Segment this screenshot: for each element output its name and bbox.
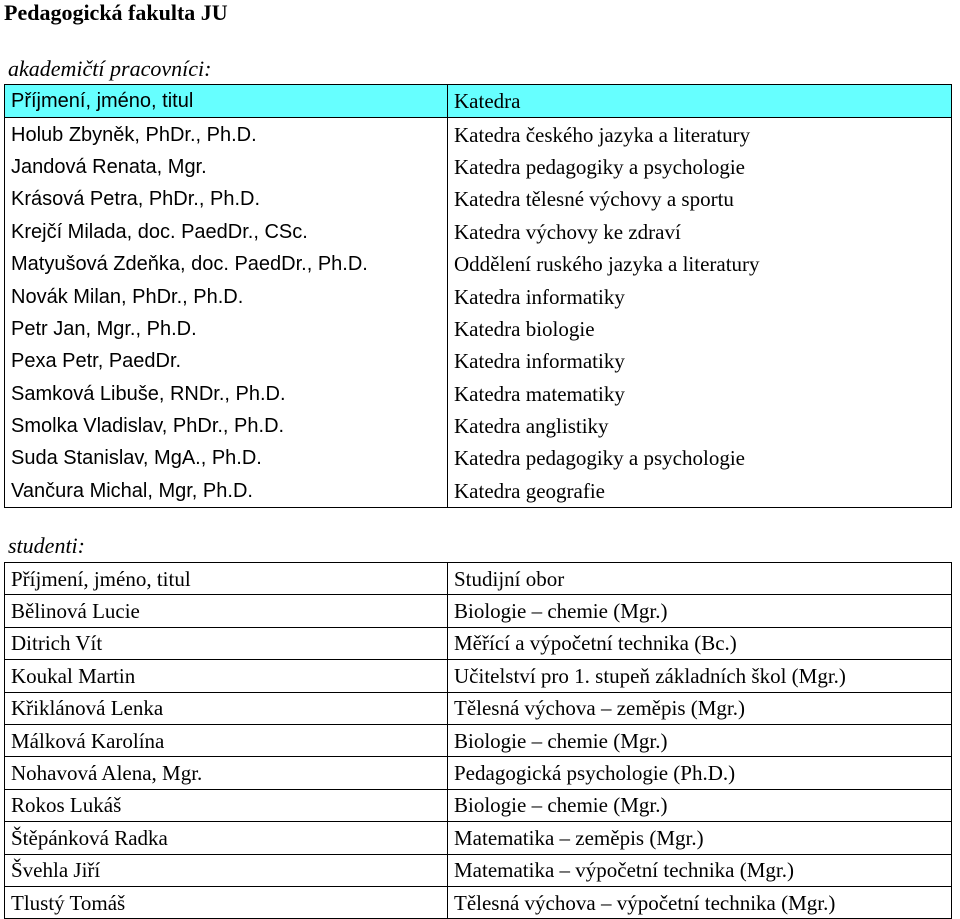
- table-row: [5, 248, 952, 280]
- student-name-cell: Švehla Jiří: [5, 854, 448, 886]
- staff-department-cell: Katedra informatiky: [448, 345, 952, 377]
- students-header-name: Příjmení, jméno, titul: [5, 563, 448, 595]
- staff-department-cell: Oddělení ruského jazyka a literatury: [448, 248, 952, 280]
- staff-department-cell: Katedra pedagogiky a psychologie: [448, 442, 952, 474]
- staff-name-cell: Petr Jan, Mgr., Ph.D.: [5, 313, 448, 345]
- table-row: [5, 216, 952, 248]
- student-program-cell: Biologie – chemie (Mgr.): [448, 724, 952, 756]
- staff-department-cell: Katedra pedagogiky a psychologie: [448, 151, 952, 183]
- table-row: [5, 757, 952, 789]
- staff-name-cell: Krásová Petra, PhDr., Ph.D.: [5, 183, 448, 215]
- staff-name-cell: Jandová Renata, Mgr.: [5, 151, 448, 183]
- staff-department-cell: Katedra informatiky: [448, 280, 952, 312]
- table-row: [5, 660, 952, 692]
- student-program-cell: Učitelství pro 1. stupeň základních škol (Mgr.): [448, 660, 952, 692]
- table-row: [5, 378, 952, 410]
- table-row: [5, 442, 952, 474]
- student-program-cell: Měřící a výpočetní technika (Bc.): [448, 627, 952, 659]
- students-table-header: [5, 563, 952, 595]
- staff-department-cell: Katedra anglistiky: [448, 410, 952, 442]
- staff-name-cell: Holub Zbyněk, PhDr., Ph.D.: [5, 118, 448, 151]
- table-row: [5, 410, 952, 442]
- staff-department-cell: Katedra českého jazyka a literatury: [448, 118, 952, 151]
- student-program-cell: Tělesná výchova – zeměpis (Mgr.): [448, 692, 952, 724]
- student-name-cell: Málková Karolína: [5, 724, 448, 756]
- staff-name-cell: Matyušová Zdeňka, doc. PaedDr., Ph.D.: [5, 248, 448, 280]
- student-name-cell: Křiklánová Lenka: [5, 692, 448, 724]
- table-row: [5, 345, 952, 377]
- staff-name-cell: Samková Libuše, RNDr., Ph.D.: [5, 378, 448, 410]
- student-name-cell: Rokos Lukáš: [5, 789, 448, 821]
- staff-department-cell: Katedra tělesné výchovy a sportu: [448, 183, 952, 215]
- table-row: [5, 886, 952, 918]
- page-title: Pedagogická fakulta JU: [4, 0, 228, 25]
- table-row: [5, 475, 952, 508]
- table-row: [5, 789, 952, 821]
- table-row: [5, 183, 952, 215]
- table-row: [5, 151, 952, 183]
- student-name-cell: Štěpánková Radka: [5, 822, 448, 854]
- table-row: [5, 280, 952, 312]
- staff-department-cell: Katedra geografie: [448, 475, 952, 508]
- staff-header-name: Příjmení, jméno, titul: [5, 85, 448, 118]
- table-row: [5, 313, 952, 345]
- student-program-cell: Pedagogická psychologie (Ph.D.): [448, 757, 952, 789]
- table-row: [5, 627, 952, 659]
- student-program-cell: Biologie – chemie (Mgr.): [448, 595, 952, 627]
- table-row: [5, 595, 952, 627]
- table-row: [5, 118, 952, 151]
- staff-name-cell: Smolka Vladislav, PhDr., Ph.D.: [5, 410, 448, 442]
- staff-header-department: Katedra: [448, 85, 952, 118]
- staff-section-label: akademičtí pracovníci:: [8, 56, 212, 81]
- table-row: [5, 854, 952, 886]
- student-name-cell: Ditrich Vít: [5, 627, 448, 659]
- students-table: [4, 562, 952, 919]
- table-row: [5, 692, 952, 724]
- staff-name-cell: Suda Stanislav, MgA., Ph.D.: [5, 442, 448, 474]
- student-name-cell: Koukal Martin: [5, 660, 448, 692]
- staff-department-cell: Katedra biologie: [448, 313, 952, 345]
- student-program-cell: Tělesná výchova – výpočetní technika (Mgr.): [448, 886, 952, 918]
- staff-table-header: [5, 85, 952, 118]
- staff-department-cell: Katedra matematiky: [448, 378, 952, 410]
- staff-name-cell: Krejčí Milada, doc. PaedDr., CSc.: [5, 216, 448, 248]
- table-row: [5, 822, 952, 854]
- student-name-cell: Tlustý Tomáš: [5, 886, 448, 918]
- staff-name-cell: Pexa Petr, PaedDr.: [5, 345, 448, 377]
- staff-department-cell: Katedra výchovy ke zdraví: [448, 216, 952, 248]
- student-program-cell: Matematika – výpočetní technika (Mgr.): [448, 854, 952, 886]
- student-name-cell: Bělinová Lucie: [5, 595, 448, 627]
- table-row: [5, 724, 952, 756]
- staff-name-cell: Vančura Michal, Mgr, Ph.D.: [5, 475, 448, 508]
- students-section-label: studenti:: [8, 533, 85, 558]
- student-program-cell: Biologie – chemie (Mgr.): [448, 789, 952, 821]
- student-program-cell: Matematika – zeměpis (Mgr.): [448, 822, 952, 854]
- student-name-cell: Nohavová Alena, Mgr.: [5, 757, 448, 789]
- staff-table: [4, 84, 952, 508]
- staff-name-cell: Novák Milan, PhDr., Ph.D.: [5, 280, 448, 312]
- students-header-program: Studijní obor: [448, 563, 952, 595]
